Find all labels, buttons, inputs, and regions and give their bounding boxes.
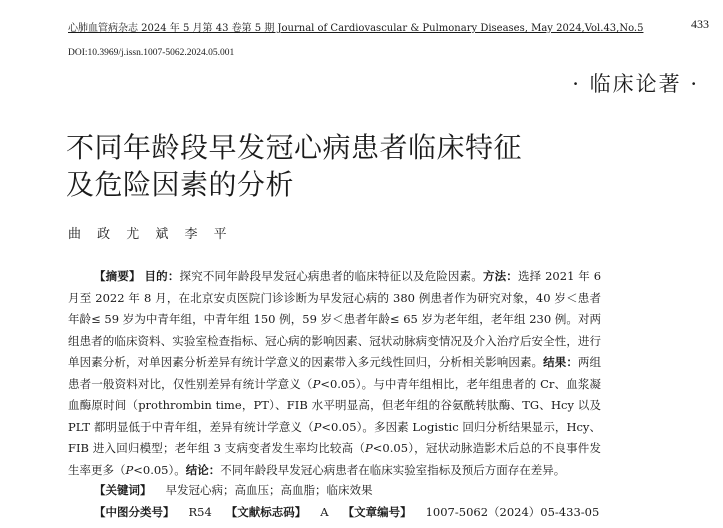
author-list: 曲 政 尤 斌 李 平: [68, 227, 233, 242]
result-text-1: 两组患者一般资料对比，仅性别差异有统计学意义（: [68, 355, 602, 391]
result-label: 结果：: [543, 355, 578, 369]
keywords-value: 早发冠心病；高血压；高血脂；临床效果: [165, 483, 373, 497]
doi-line: DOI:10.3969/j.issn.1007-5062.2024.05.001: [68, 48, 235, 58]
p-value-symbol: P: [313, 419, 322, 434]
objective-text: 探究不同年龄段早发冠心病患者的临床特征以及危险因素。: [179, 269, 483, 283]
p-value-symbol: P: [125, 462, 134, 477]
result-text-3: <0.05）。多因素 Logistic 回归分析结果显示，Hcy、FIB 进入回归模型；老年组 3 支病变者发生率均比较高（: [68, 419, 601, 455]
conclusion-label: 结论：: [185, 462, 221, 477]
abstract-label: 【摘要】: [94, 269, 141, 283]
article-number-value: 1007-5062（2024）05-433-05: [425, 505, 600, 519]
result-text-2: <0.05）。与中青年组相比，老年组患者的 Cr、血浆凝血酶原时间（prothrombin time，PT）、FIB 水平明显高，但老年组的谷氨酰转肽酶、TG、Hcy 以及 PLT 都明显低于中青年组，差异有统计学意义（: [68, 376, 601, 434]
result-text-5: <0.05）。: [133, 462, 186, 477]
p-value-symbol: P: [312, 376, 321, 391]
doc-code-value: A: [320, 505, 329, 519]
section-label: · 临床论著 ·: [572, 72, 699, 96]
result-text-4: <0.05），冠状动脉造影术后总的不良事件发生率更多（: [68, 441, 601, 477]
title-line-2: 及危险因素的分析: [66, 168, 295, 201]
journal-header: 心肺血管病杂志 2024 年 5 月第 43 卷第 5 期 Journal of Cardiovascular & Pulmonary Diseases, May 2024,Vol.43,No.5: [68, 23, 644, 34]
article-number-label: 【文章编号】: [342, 505, 412, 519]
doc-code-label: 【文献标志码】: [225, 505, 307, 519]
clc-value: R54: [188, 505, 212, 519]
keywords-label: 【关键词】: [94, 483, 152, 497]
abstract-paragraph: [68, 266, 601, 481]
abstract: [68, 266, 601, 481]
objective-label: 目的：: [144, 269, 180, 283]
clc-label: 【中图分类号】: [94, 505, 175, 519]
keywords-line: [94, 482, 373, 498]
title-line-1: 不同年龄段早发冠心病患者临床特征: [66, 131, 523, 164]
method-label: 方法：: [482, 269, 518, 283]
classification-line: [94, 504, 599, 520]
conclusion-text: 不同年龄段早发冠心病患者在临床实验室指标及预后方面存在差异。: [220, 462, 566, 477]
article-title: [66, 129, 626, 203]
method-text: 选择 2021 年 6 月至 2022 年 8 月，在北京安贞医院门诊诊断为早发冠心病的 380 例患者作为研究对象，40 岁＜患者年龄≤ 59 岁为中青年组，中青年组 150 例，59 岁＜患者年龄≤ 65 岁为老年组，老年组 230 例。对两组患者的临床资料、实验室检查指标、冠心病的影响因素、冠状动脉病变情况及介入治疗后安全性，进行单因素分析，对单因素分析差异有统计学意义的因素带入多元线性回归，分析相关影响因素。: [68, 269, 602, 369]
page-number: 433: [691, 17, 709, 31]
p-value-symbol: P: [365, 441, 373, 455]
